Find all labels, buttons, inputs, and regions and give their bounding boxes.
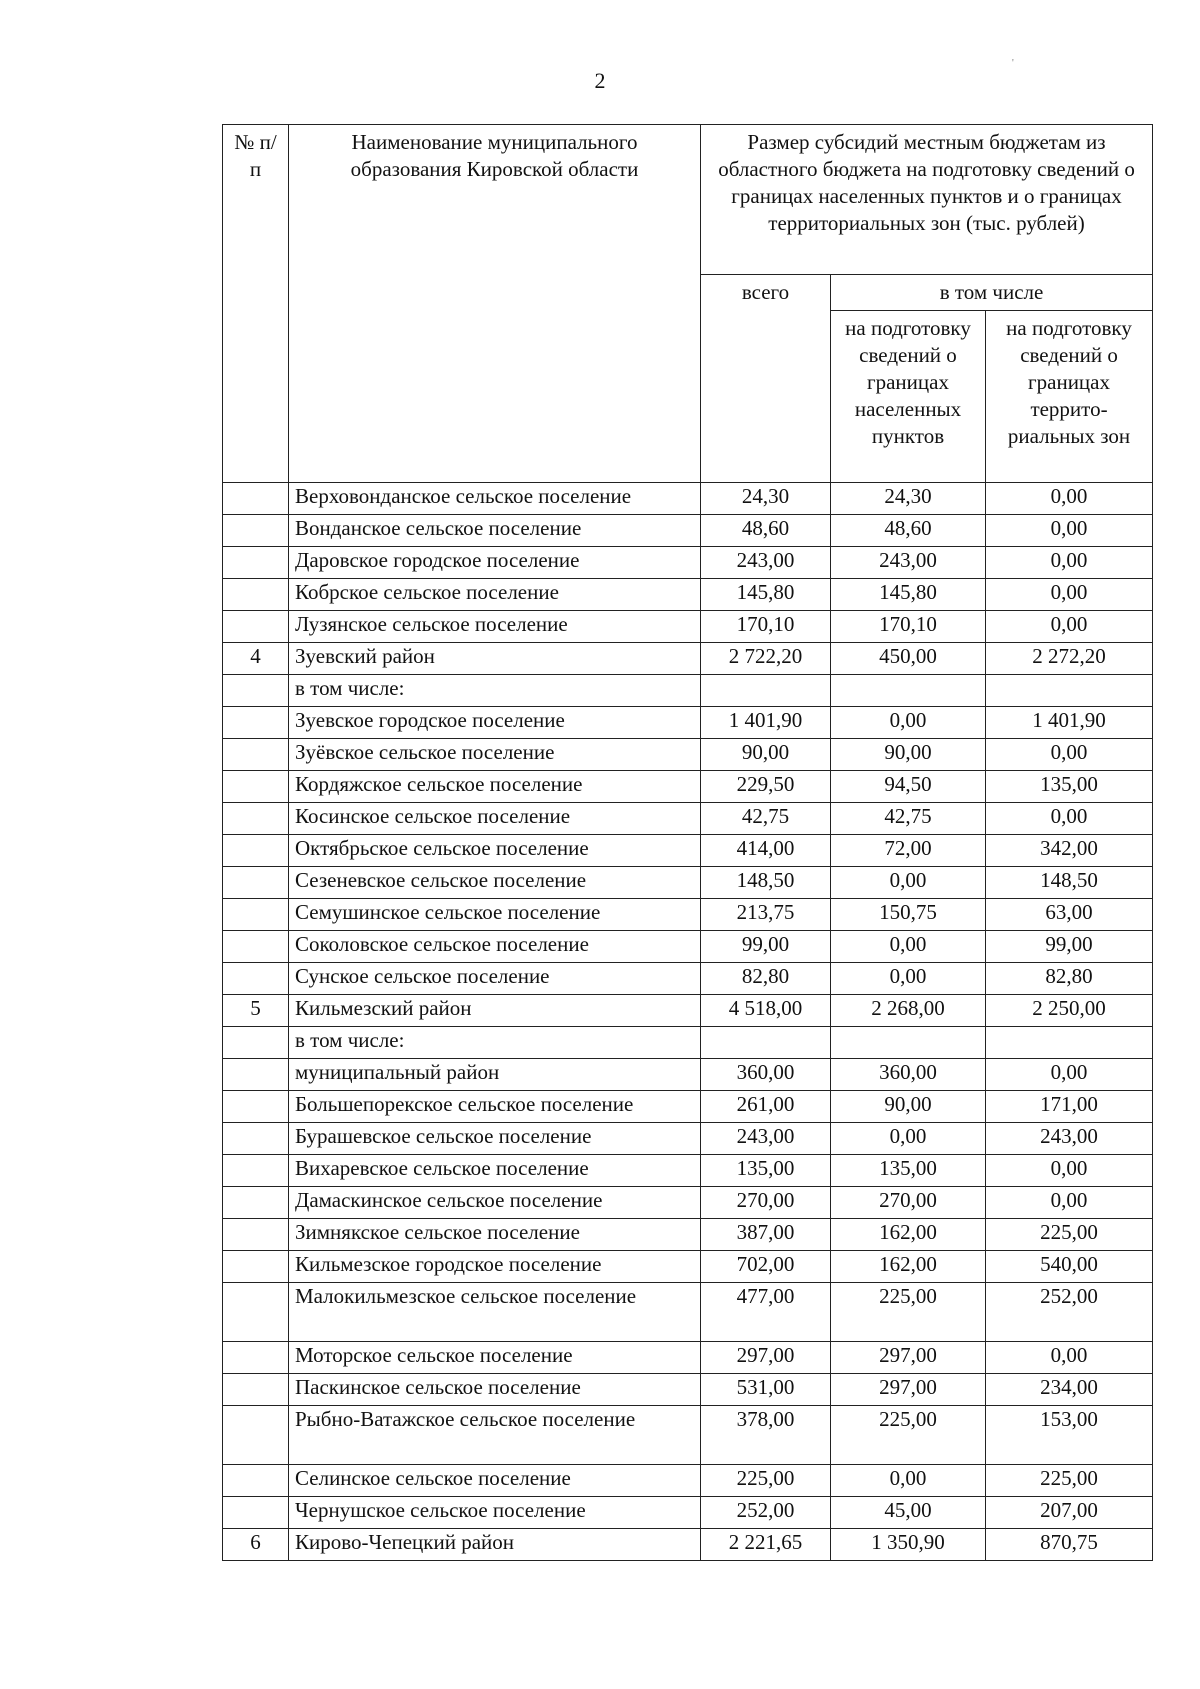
table-row bbox=[223, 835, 1153, 867]
table-row bbox=[223, 515, 1153, 547]
row-number: 4 bbox=[223, 643, 289, 675]
row-settlements: 225,00 bbox=[831, 1283, 986, 1342]
row-settlements: 2 268,00 bbox=[831, 995, 986, 1027]
row-total: 82,80 bbox=[701, 963, 831, 995]
row-number bbox=[223, 1027, 289, 1059]
row-total bbox=[701, 675, 831, 707]
row-settlements: 360,00 bbox=[831, 1059, 986, 1091]
row-name: Семушинское сельское поселение bbox=[289, 899, 701, 931]
row-settlements: 0,00 bbox=[831, 963, 986, 995]
row-number bbox=[223, 963, 289, 995]
row-number bbox=[223, 707, 289, 739]
row-settlements: 94,50 bbox=[831, 771, 986, 803]
row-number bbox=[223, 739, 289, 771]
row-total: 387,00 bbox=[701, 1219, 831, 1251]
table-row bbox=[223, 1497, 1153, 1529]
page-number: 2 bbox=[594, 68, 606, 93]
row-total: 24,30 bbox=[701, 483, 831, 515]
row-number bbox=[223, 931, 289, 963]
row-settlements: 0,00 bbox=[831, 1123, 986, 1155]
row-total: 261,00 bbox=[701, 1091, 831, 1123]
row-total: 297,00 bbox=[701, 1342, 831, 1374]
row-zones: 135,00 bbox=[986, 771, 1153, 803]
row-zones: 252,00 bbox=[986, 1283, 1153, 1342]
row-total: 243,00 bbox=[701, 1123, 831, 1155]
row-zones: 2 272,20 bbox=[986, 643, 1153, 675]
table-row bbox=[223, 867, 1153, 899]
table-row bbox=[223, 483, 1153, 515]
row-number bbox=[223, 1283, 289, 1342]
row-zones: 0,00 bbox=[986, 483, 1153, 515]
row-name: Вихаревское сельское поселение bbox=[289, 1155, 701, 1187]
header-settlements: на подготовку сведений о границах населенных пунктов bbox=[831, 311, 986, 483]
row-total: 531,00 bbox=[701, 1374, 831, 1406]
row-settlements: 270,00 bbox=[831, 1187, 986, 1219]
row-total: 2 722,20 bbox=[701, 643, 831, 675]
table-header bbox=[223, 125, 1153, 483]
row-name: Лузянское сельское поселение bbox=[289, 611, 701, 643]
row-total: 4 518,00 bbox=[701, 995, 831, 1027]
row-settlements: 90,00 bbox=[831, 739, 986, 771]
row-total: 414,00 bbox=[701, 835, 831, 867]
table-row bbox=[223, 1027, 1153, 1059]
row-settlements: 297,00 bbox=[831, 1374, 986, 1406]
row-name: Октябрьское сельское поселение bbox=[289, 835, 701, 867]
row-zones: 0,00 bbox=[986, 1342, 1153, 1374]
row-number bbox=[223, 675, 289, 707]
row-settlements: 225,00 bbox=[831, 1406, 986, 1465]
row-name: Кобрское сельское поселение bbox=[289, 579, 701, 611]
row-settlements: 162,00 bbox=[831, 1251, 986, 1283]
row-number bbox=[223, 547, 289, 579]
table-row bbox=[223, 771, 1153, 803]
row-zones: 0,00 bbox=[986, 547, 1153, 579]
row-name: Вонданское сельское поселение bbox=[289, 515, 701, 547]
row-number bbox=[223, 1465, 289, 1497]
row-total: 170,10 bbox=[701, 611, 831, 643]
table-row bbox=[223, 611, 1153, 643]
header-total: всего bbox=[701, 275, 831, 483]
row-number bbox=[223, 1059, 289, 1091]
row-zones: 2 250,00 bbox=[986, 995, 1153, 1027]
row-number bbox=[223, 579, 289, 611]
row-zones bbox=[986, 675, 1153, 707]
subsidy-table bbox=[222, 124, 1153, 1561]
row-zones: 0,00 bbox=[986, 1155, 1153, 1187]
table-row bbox=[223, 1251, 1153, 1283]
row-settlements: 48,60 bbox=[831, 515, 986, 547]
table-row bbox=[223, 1155, 1153, 1187]
row-name: Рыбно-Ватажское сельское поселение bbox=[289, 1406, 701, 1465]
row-settlements: 0,00 bbox=[831, 867, 986, 899]
row-name: муниципальный район bbox=[289, 1059, 701, 1091]
row-zones: 207,00 bbox=[986, 1497, 1153, 1529]
table-row bbox=[223, 899, 1153, 931]
row-settlements bbox=[831, 1027, 986, 1059]
row-settlements: 0,00 bbox=[831, 1465, 986, 1497]
table-row bbox=[223, 995, 1153, 1027]
row-zones: 63,00 bbox=[986, 899, 1153, 931]
row-name: Сезеневское сельское поселение bbox=[289, 867, 701, 899]
row-zones: 243,00 bbox=[986, 1123, 1153, 1155]
row-number bbox=[223, 1497, 289, 1529]
table-row bbox=[223, 643, 1153, 675]
row-name: Даровское городское поселение bbox=[289, 547, 701, 579]
row-name: Бурашевское сельское поселение bbox=[289, 1123, 701, 1155]
table-row bbox=[223, 579, 1153, 611]
row-total: 99,00 bbox=[701, 931, 831, 963]
table-row bbox=[223, 547, 1153, 579]
table-row bbox=[223, 1406, 1153, 1465]
row-total bbox=[701, 1027, 831, 1059]
row-total: 477,00 bbox=[701, 1283, 831, 1342]
row-zones: 870,75 bbox=[986, 1529, 1153, 1561]
row-zones: 225,00 bbox=[986, 1219, 1153, 1251]
row-name: Чернушское сельское поселение bbox=[289, 1497, 701, 1529]
table-row bbox=[223, 1529, 1153, 1561]
row-name: Кильмезское городское поселение bbox=[289, 1251, 701, 1283]
row-number bbox=[223, 803, 289, 835]
row-number bbox=[223, 1123, 289, 1155]
row-number bbox=[223, 483, 289, 515]
row-settlements: 0,00 bbox=[831, 707, 986, 739]
row-zones: 342,00 bbox=[986, 835, 1153, 867]
row-name: Соколовское сельское поселение bbox=[289, 931, 701, 963]
row-name: Кирово-Чепецкий район bbox=[289, 1529, 701, 1561]
row-total: 702,00 bbox=[701, 1251, 831, 1283]
table-row bbox=[223, 963, 1153, 995]
table-row bbox=[223, 1283, 1153, 1342]
row-name: Зуевское городское поселение bbox=[289, 707, 701, 739]
row-zones: 148,50 bbox=[986, 867, 1153, 899]
row-name: Верховонданское сельское поселение bbox=[289, 483, 701, 515]
row-name: в том числе: bbox=[289, 1027, 701, 1059]
row-total: 225,00 bbox=[701, 1465, 831, 1497]
row-settlements bbox=[831, 675, 986, 707]
table-row bbox=[223, 1374, 1153, 1406]
table-row bbox=[223, 1059, 1153, 1091]
row-settlements: 24,30 bbox=[831, 483, 986, 515]
row-name: Сунское сельское поселение bbox=[289, 963, 701, 995]
row-total: 135,00 bbox=[701, 1155, 831, 1187]
row-settlements: 450,00 bbox=[831, 643, 986, 675]
row-total: 145,80 bbox=[701, 579, 831, 611]
header-including: в том числе bbox=[831, 275, 1153, 311]
row-zones: 225,00 bbox=[986, 1465, 1153, 1497]
table-row bbox=[223, 1342, 1153, 1374]
header-name: Наименование муниципального образования Кировской области bbox=[289, 125, 701, 483]
row-number bbox=[223, 1155, 289, 1187]
row-settlements: 150,75 bbox=[831, 899, 986, 931]
table-row bbox=[223, 931, 1153, 963]
row-total: 48,60 bbox=[701, 515, 831, 547]
row-number bbox=[223, 835, 289, 867]
row-settlements: 135,00 bbox=[831, 1155, 986, 1187]
row-name: Зуёвское сельское поселение bbox=[289, 739, 701, 771]
row-name: Селинское сельское поселение bbox=[289, 1465, 701, 1497]
row-total: 2 221,65 bbox=[701, 1529, 831, 1561]
row-name: Большепорекское сельское поселение bbox=[289, 1091, 701, 1123]
row-name: в том числе: bbox=[289, 675, 701, 707]
table-row bbox=[223, 1219, 1153, 1251]
row-number bbox=[223, 611, 289, 643]
row-zones bbox=[986, 1027, 1153, 1059]
row-settlements: 170,10 bbox=[831, 611, 986, 643]
table-row bbox=[223, 1123, 1153, 1155]
row-zones: 0,00 bbox=[986, 515, 1153, 547]
row-total: 270,00 bbox=[701, 1187, 831, 1219]
row-number bbox=[223, 1091, 289, 1123]
row-name: Дамаскинское сельское поселение bbox=[289, 1187, 701, 1219]
row-settlements: 243,00 bbox=[831, 547, 986, 579]
row-name: Кордяжское сельское поселение bbox=[289, 771, 701, 803]
header-subsidy: Размер субсидий местным бюджетам из областного бюджета на подготовку сведений о границах населенных пунктов и о границах территориальных зон (тыс. рублей) bbox=[701, 125, 1153, 275]
table-row bbox=[223, 675, 1153, 707]
table-row bbox=[223, 1091, 1153, 1123]
row-zones: 0,00 bbox=[986, 1059, 1153, 1091]
row-total: 378,00 bbox=[701, 1406, 831, 1465]
row-settlements: 145,80 bbox=[831, 579, 986, 611]
row-settlements: 0,00 bbox=[831, 931, 986, 963]
row-settlements: 1 350,90 bbox=[831, 1529, 986, 1561]
row-number bbox=[223, 1374, 289, 1406]
row-zones: 0,00 bbox=[986, 579, 1153, 611]
row-total: 360,00 bbox=[701, 1059, 831, 1091]
row-zones: 0,00 bbox=[986, 739, 1153, 771]
table-row bbox=[223, 803, 1153, 835]
row-number bbox=[223, 899, 289, 931]
row-total: 42,75 bbox=[701, 803, 831, 835]
row-name: Кильмезский район bbox=[289, 995, 701, 1027]
row-zones: 82,80 bbox=[986, 963, 1153, 995]
table-row bbox=[223, 1187, 1153, 1219]
row-zones: 234,00 bbox=[986, 1374, 1153, 1406]
row-total: 90,00 bbox=[701, 739, 831, 771]
row-settlements: 297,00 bbox=[831, 1342, 986, 1374]
row-total: 252,00 bbox=[701, 1497, 831, 1529]
row-number bbox=[223, 515, 289, 547]
row-number: 6 bbox=[223, 1529, 289, 1561]
row-zones: 540,00 bbox=[986, 1251, 1153, 1283]
row-name: Косинское сельское поселение bbox=[289, 803, 701, 835]
row-zones: 1 401,90 bbox=[986, 707, 1153, 739]
row-settlements: 90,00 bbox=[831, 1091, 986, 1123]
row-settlements: 72,00 bbox=[831, 835, 986, 867]
table-row bbox=[223, 739, 1153, 771]
row-number bbox=[223, 1251, 289, 1283]
row-total: 1 401,90 bbox=[701, 707, 831, 739]
row-number bbox=[223, 1406, 289, 1465]
row-number bbox=[223, 1219, 289, 1251]
row-number bbox=[223, 771, 289, 803]
row-total: 243,00 bbox=[701, 547, 831, 579]
table-row bbox=[223, 707, 1153, 739]
table-body bbox=[223, 483, 1153, 1561]
row-number bbox=[223, 867, 289, 899]
row-name: Паскинское сельское поселение bbox=[289, 1374, 701, 1406]
row-settlements: 42,75 bbox=[831, 803, 986, 835]
row-total: 148,50 bbox=[701, 867, 831, 899]
row-zones: 0,00 bbox=[986, 611, 1153, 643]
row-zones: 0,00 bbox=[986, 1187, 1153, 1219]
row-settlements: 162,00 bbox=[831, 1219, 986, 1251]
header-zones: на подготовку сведений о границах террито-риальных зон bbox=[986, 311, 1153, 483]
scan-speck: ' bbox=[1012, 58, 1014, 69]
row-zones: 99,00 bbox=[986, 931, 1153, 963]
row-number: 5 bbox=[223, 995, 289, 1027]
table-row bbox=[223, 1465, 1153, 1497]
row-name: Зимнякское сельское поселение bbox=[289, 1219, 701, 1251]
row-name: Моторское сельское поселение bbox=[289, 1342, 701, 1374]
row-settlements: 45,00 bbox=[831, 1497, 986, 1529]
row-number bbox=[223, 1187, 289, 1219]
header-num: № п/п bbox=[223, 125, 289, 483]
row-total: 213,75 bbox=[701, 899, 831, 931]
row-zones: 171,00 bbox=[986, 1091, 1153, 1123]
row-zones: 0,00 bbox=[986, 803, 1153, 835]
row-total: 229,50 bbox=[701, 771, 831, 803]
row-name: Зуевский район bbox=[289, 643, 701, 675]
row-zones: 153,00 bbox=[986, 1406, 1153, 1465]
row-number bbox=[223, 1342, 289, 1374]
row-name: Малокильмезское сельское поселение bbox=[289, 1283, 701, 1342]
